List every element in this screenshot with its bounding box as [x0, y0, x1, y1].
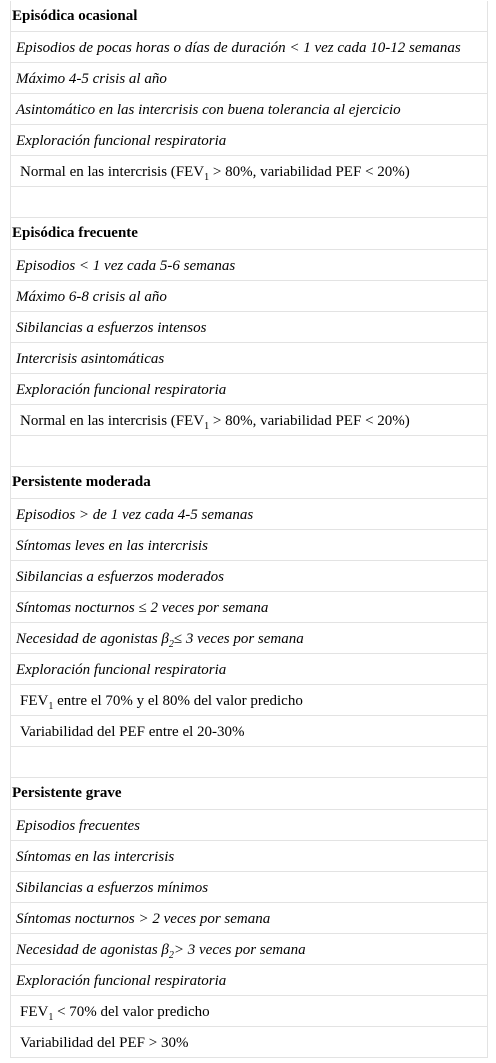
table-row — [11, 872, 487, 903]
row-text: Sibilancias a esfuerzos moderados — [16, 569, 224, 585]
row-text: FEV — [20, 693, 49, 709]
section-title: Episódica frecuente — [11, 218, 487, 250]
table-row — [11, 1027, 487, 1058]
row-text-continued: > 80%, variabilidad PEF < 20%) — [209, 413, 410, 429]
table-row — [11, 716, 487, 747]
row-text: Intercrisis asintomáticas — [16, 351, 165, 367]
table-row — [11, 810, 487, 841]
row-text: Síntomas en las intercrisis — [16, 849, 175, 865]
table-row — [11, 934, 487, 965]
row-text: Exploración funcional respiratoria — [16, 382, 227, 398]
row-text: Máximo 6-8 crisis al año — [16, 289, 167, 305]
row-text: Máximo 4-5 crisis al año — [16, 71, 167, 87]
row-text: Variabilidad del PEF entre el 20-30% — [20, 724, 245, 740]
table-row — [11, 281, 487, 312]
table-row — [11, 63, 487, 94]
table-row — [11, 312, 487, 343]
table-row — [11, 685, 487, 716]
table-row — [11, 374, 487, 405]
row-text: Síntomas nocturnos ≤ 2 veces por semana — [16, 600, 269, 616]
spacer-row — [11, 187, 487, 218]
row-text: Asintomático en las intercrisis con buena tolerancia al ejercicio — [16, 102, 401, 118]
table-row — [11, 654, 487, 685]
table-row — [11, 125, 487, 156]
row-subscript: 2 — [168, 950, 174, 961]
classification-table — [10, 1, 488, 1058]
row-subscript: 1 — [48, 701, 54, 712]
row-text: Normal en las intercrisis (FEV — [20, 413, 205, 429]
row-text-continued: < 70% del valor predicho — [53, 1004, 210, 1020]
row-subscript: 1 — [48, 1012, 54, 1023]
section-title: Persistente moderada — [11, 467, 487, 499]
table-row — [11, 343, 487, 374]
table-row — [11, 903, 487, 934]
spacer-row — [11, 436, 487, 467]
section-title: Persistente grave — [11, 778, 487, 810]
row-text: Episodios > de 1 vez cada 4-5 semanas — [16, 507, 254, 523]
table-row — [11, 841, 487, 872]
table-row — [11, 592, 487, 623]
row-text: FEV — [20, 1004, 49, 1020]
row-text-continued: entre el 70% y el 80% del valor predicho — [53, 693, 303, 709]
table-row — [11, 250, 487, 281]
table-row — [11, 561, 487, 592]
table-row — [11, 156, 487, 187]
table-row — [11, 530, 487, 561]
row-text-continued: > 3 veces por semana — [173, 942, 306, 958]
section-title: Episódica ocasional — [11, 1, 487, 32]
table-row — [11, 996, 487, 1027]
table-row — [11, 94, 487, 125]
row-text: Episodios < 1 vez cada 5-6 semanas — [16, 258, 236, 274]
table-row — [11, 32, 487, 63]
row-text: Necesidad de agonistas β — [16, 631, 169, 647]
row-text: Necesidad de agonistas β — [16, 942, 169, 958]
row-text: Sibilancias a esfuerzos mínimos — [16, 880, 209, 896]
spacer-row — [11, 747, 487, 778]
row-subscript: 1 — [204, 421, 210, 432]
row-text-continued: > 80%, variabilidad PEF < 20%) — [209, 164, 410, 180]
row-text: Exploración funcional respiratoria — [16, 662, 227, 678]
table-row — [11, 499, 487, 530]
row-text: Episodios frecuentes — [16, 818, 141, 834]
row-subscript: 2 — [168, 639, 174, 650]
row-text: Sibilancias a esfuerzos intensos — [16, 320, 207, 336]
table-row — [11, 405, 487, 436]
row-text-continued: ≤ 3 veces por semana — [173, 631, 304, 647]
row-text: Normal en las intercrisis (FEV — [20, 164, 205, 180]
table-row — [11, 965, 487, 996]
row-text: Episodios de pocas horas o días de duración < 1 vez cada 10-12 semanas — [16, 40, 461, 56]
row-text: Exploración funcional respiratoria — [16, 133, 227, 149]
row-text: Síntomas leves en las intercrisis — [16, 538, 208, 554]
table-row — [11, 623, 487, 654]
row-text: Variabilidad del PEF > 30% — [20, 1035, 189, 1051]
row-subscript: 1 — [204, 172, 210, 183]
row-text: Síntomas nocturnos > 2 veces por semana — [16, 911, 271, 927]
row-text: Exploración funcional respiratoria — [16, 973, 227, 989]
